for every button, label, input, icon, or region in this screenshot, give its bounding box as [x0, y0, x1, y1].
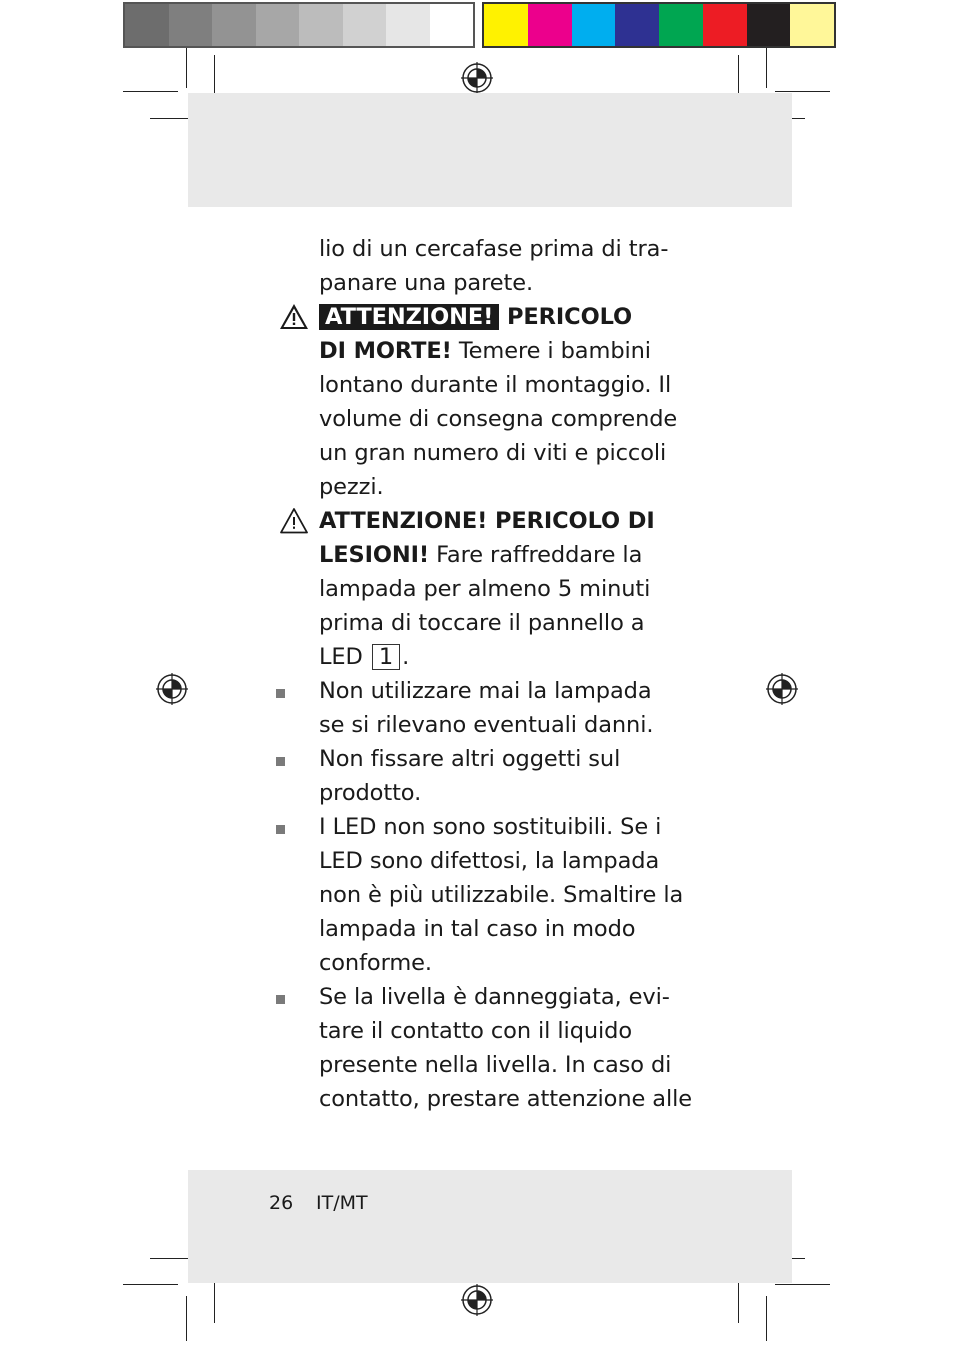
text-line: presente nella livella. In caso di [319, 1052, 672, 1078]
warning-label: ATTENZIONE! [319, 304, 499, 330]
footer-band [188, 1170, 792, 1283]
text-line: I LED non sono sostituibili. Se i [319, 814, 662, 840]
warning-title-text: LESIONI! [319, 542, 430, 568]
crop-mark [775, 1284, 830, 1285]
warning-body-text: Temere i bambini [451, 338, 651, 364]
text-line: non è più utilizzabile. Smaltire la [319, 882, 684, 908]
text-line: lampada per almeno 5 minuti [319, 576, 651, 602]
text-line: lampada in tal caso in modo [319, 916, 636, 942]
text-line: panare una parete. [319, 270, 534, 296]
text-line: lio di un cercafase prima di tra- [319, 236, 669, 262]
part-reference-box: 1 [372, 644, 400, 670]
text-line: un gran numero di viti e piccoli [319, 440, 667, 466]
bullet-square-icon [276, 825, 285, 834]
crop-mark [738, 1278, 739, 1323]
warning-injury-title: ATTENZIONE! PERICOLO DI [319, 508, 655, 534]
bullet-square-icon [276, 995, 285, 1004]
text-line: Se la livella è danneggiata, evi- [319, 984, 670, 1010]
warning-title-text: PERICOLO [499, 304, 633, 330]
crop-mark [186, 1296, 187, 1341]
text-line: Non fissare altri oggetti sul [319, 746, 621, 772]
text-line: pezzi. [319, 474, 384, 500]
warning-body-text: Fare raffreddare la [429, 542, 643, 568]
warning-triangle-filled-icon [279, 303, 309, 330]
language-code: IT/MT [316, 1192, 368, 1214]
text-line: LED sono difettosi, la lampada [319, 848, 660, 874]
text-line [319, 334, 651, 368]
text-line: lontano durante il montaggio. Il [319, 372, 672, 398]
text-line: volume di consegna comprende [319, 406, 678, 432]
text-line: Non utilizzare mai la lampada [319, 678, 652, 704]
warning-title-text: DI MORTE! [319, 338, 452, 364]
bullet-square-icon [276, 757, 285, 766]
warning-danger-of-death-title [319, 300, 632, 334]
page-number: 26 [269, 1192, 294, 1214]
text-line: se si rilevano eventuali danni. [319, 712, 654, 738]
text-line: conforme. [319, 950, 432, 976]
crop-mark [766, 1296, 767, 1341]
crop-mark [123, 1284, 178, 1285]
warning-body-text: LED [319, 644, 370, 670]
text-line: tare il contatto con il liquido [319, 1018, 633, 1044]
text-line [319, 538, 642, 572]
bullet-square-icon [276, 689, 285, 698]
warning-body-text: . [402, 644, 410, 670]
text-line: prima di toccare il pannello a [319, 610, 645, 636]
warning-triangle-outline-icon [279, 507, 309, 534]
text-line [319, 640, 409, 674]
text-line: prodotto. [319, 780, 422, 806]
crop-mark [214, 1278, 215, 1323]
text-line: contatto, prestare attenzione alle [319, 1086, 693, 1112]
registration-mark-icon [461, 1284, 493, 1316]
